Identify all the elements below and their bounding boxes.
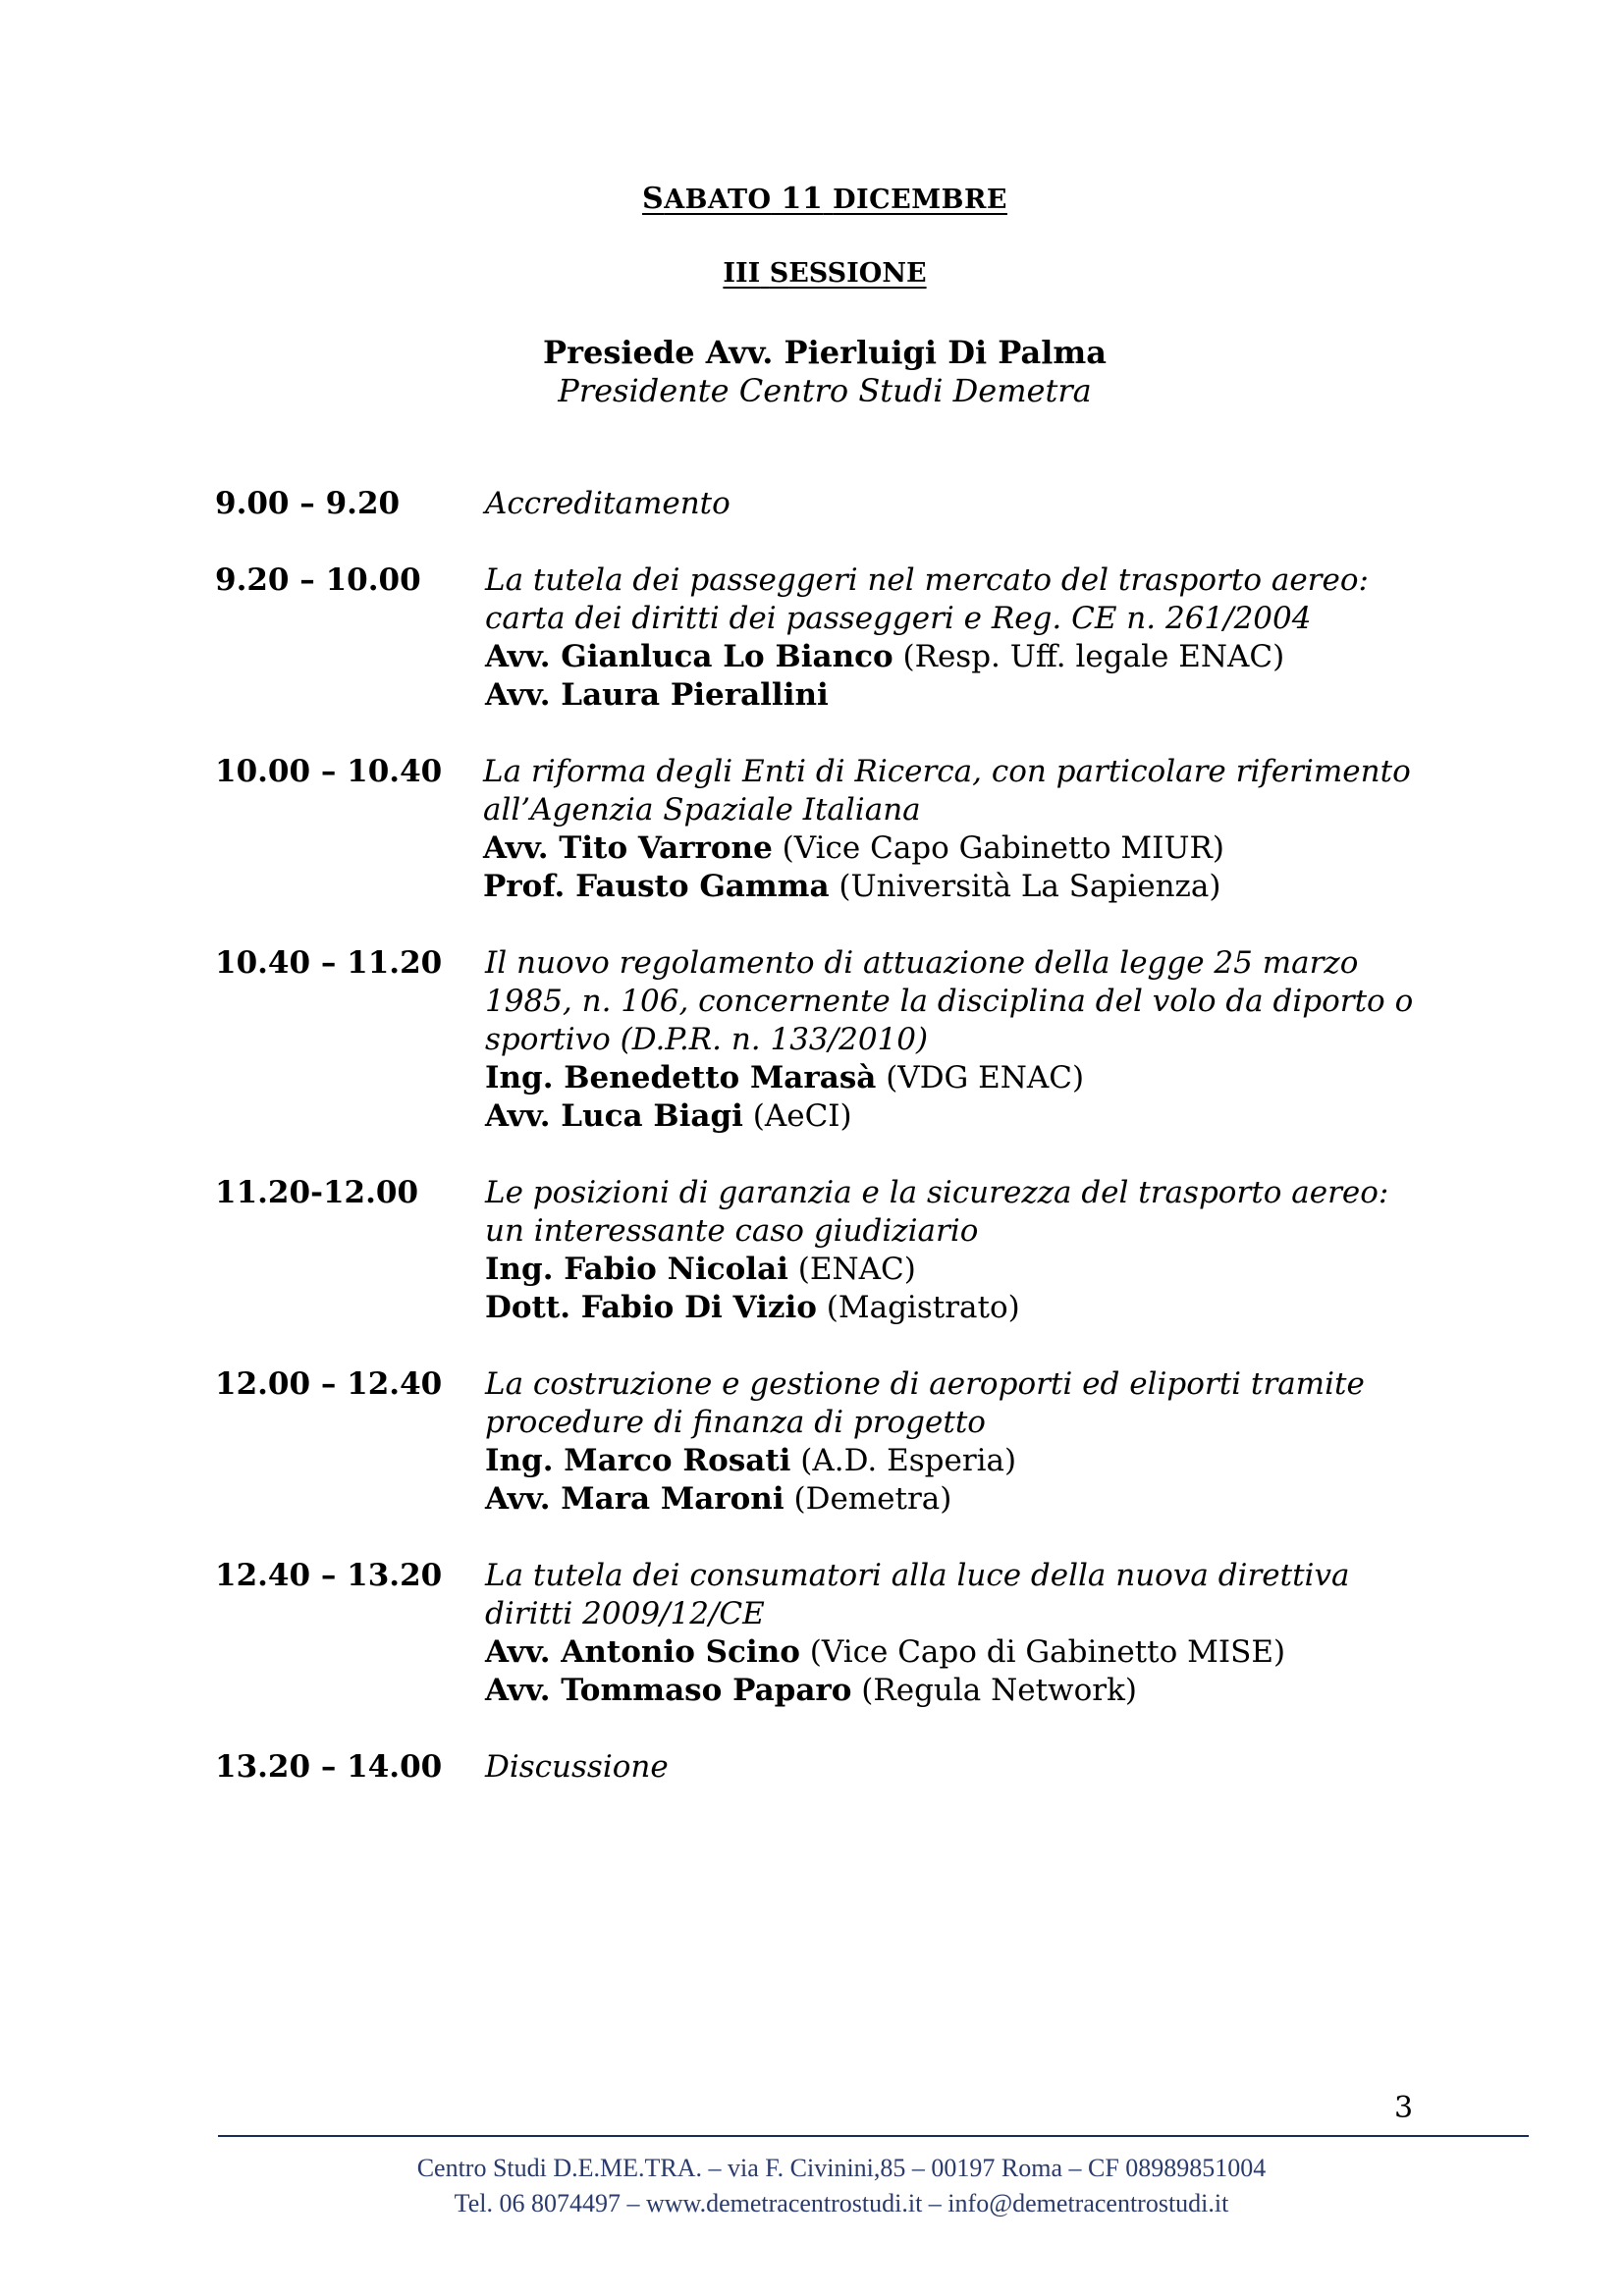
speaker-name: Avv. Gianluca Lo Bianco [485, 639, 893, 674]
slot-body [485, 944, 1442, 1136]
slot-time: 9.20 – 10.00 [215, 562, 421, 598]
slot-title-line: carta dei diritti dei passeggeri e Reg. CE n. 261/2004 [485, 601, 1312, 636]
speaker-name: Dott. Fabio Di Vizio [485, 1290, 817, 1325]
speaker-name: Avv. Luca Biagi [485, 1098, 743, 1134]
day-heading [0, 182, 1623, 216]
speaker-role: (Università La Sapienza) [829, 869, 1221, 904]
slot-title-line: La tutela dei passeggeri nel mercato del trasporto aereo: [485, 562, 1369, 598]
speaker-role: (Vice Capo di Gabinetto MISE) [799, 1634, 1286, 1670]
slot-title-line: procedure di finanza di progetto [485, 1405, 986, 1440]
speaker [485, 638, 1442, 676]
speaker [485, 1480, 1442, 1519]
speaker-name: Ing. Fabio Nicolai [485, 1252, 788, 1287]
slot-time: 10.00 – 10.40 [215, 754, 443, 789]
speaker-name: Prof. Fausto Gamma [483, 869, 830, 904]
day-heading-number: 11 [781, 182, 824, 216]
speaker-role: (Magistrato) [816, 1290, 1020, 1325]
schedule-slot [215, 1557, 1442, 1710]
speaker-role: (Resp. Uff. legale ENAC) [893, 639, 1285, 674]
slot-body [485, 561, 1442, 715]
schedule-slot [215, 561, 1442, 715]
session-heading-rest: ESSIONE [788, 258, 927, 289]
schedule-slot [215, 753, 1442, 906]
speaker-role: (Regula Network) [851, 1673, 1137, 1708]
speaker-role: (Vice Capo Gabinetto MIUR) [772, 830, 1224, 866]
slot-body [485, 1365, 1442, 1519]
slot-body [485, 485, 1442, 523]
speaker-role: (A.D. Esperia) [790, 1443, 1017, 1478]
slot-title-line: un interessante caso giudiziario [485, 1213, 979, 1249]
speaker [485, 1442, 1442, 1480]
day-heading-initial: S [642, 182, 665, 216]
slot-time: 12.40 – 13.20 [215, 1558, 443, 1593]
schedule-slot [215, 1174, 1442, 1327]
session-heading-roman: III [723, 258, 761, 289]
slot-title-line: La costruzione e gestione di aeroporti ed eliporti tramite [485, 1366, 1365, 1402]
slot-time: 11.20-12.00 [215, 1175, 419, 1210]
slot-body [483, 753, 1442, 906]
speaker [485, 1289, 1442, 1327]
speaker-role: (AeCI) [742, 1098, 852, 1134]
speaker [485, 1672, 1442, 1710]
slot-body [485, 1748, 1442, 1787]
session-heading-initial: S [769, 258, 789, 289]
speaker [485, 1251, 1442, 1289]
slot-title-line: diritti 2009/12/CE [485, 1596, 765, 1631]
session-heading [0, 258, 1623, 289]
slot-title-line: 1985, n. 106, concernente la disciplina del volo da diporto o [485, 984, 1414, 1019]
slot-body [485, 1174, 1442, 1327]
schedule [215, 485, 1442, 1825]
day-heading-rest: ABATO [664, 185, 772, 215]
speaker-name: Avv. Antonio Scino [485, 1634, 800, 1670]
slot-time: 13.20 – 14.00 [215, 1749, 443, 1785]
speaker-name: Avv. Tommaso Paparo [485, 1673, 852, 1708]
speaker-name: Ing. Marco Rosati [485, 1443, 791, 1478]
slot-time: 10.40 – 11.20 [215, 945, 443, 981]
slot-title-line: Le posizioni di garanzia e la sicurezza del trasporto aereo: [485, 1175, 1389, 1210]
slot-title-line: La tutela dei consumatori alla luce della nuova direttiva [485, 1558, 1350, 1593]
footer-contacts: Tel. 06 8074497 – www.demetracentrostudi.it – info@demetracentrostudi.it [454, 2189, 1229, 2217]
slot-title-line: Discussione [485, 1749, 669, 1785]
footer [218, 2151, 1465, 2221]
slot-title-line: Accreditamento [485, 486, 730, 521]
slot-time: 9.00 – 9.20 [215, 486, 401, 521]
session-chair-role: Presidente Centro Studi Demetra [558, 372, 1092, 409]
session-chair: Presiede Avv. Pierluigi Di Palma [543, 334, 1107, 371]
speaker-role: (ENAC) [787, 1252, 916, 1287]
speaker [483, 829, 1442, 868]
footer-address: Centro Studi D.E.ME.TRA. – via F. Civinini,85 – 00197 Roma – CF 08989851004 [416, 2154, 1267, 2182]
schedule-slot [215, 1365, 1442, 1519]
speaker [485, 1097, 1442, 1136]
speaker-role: (Demetra) [784, 1481, 952, 1517]
speaker [485, 1633, 1442, 1672]
speaker-name: Avv. Laura Pierallini [485, 677, 829, 713]
slot-body [485, 1557, 1442, 1710]
speaker [483, 868, 1442, 906]
page-number: 3 [1394, 2091, 1414, 2125]
slot-title-line: La riforma degli Enti di Ricerca, con particolare riferimento [483, 754, 1411, 789]
slot-title-line: all’Agenzia Spaziale Italiana [483, 792, 921, 828]
footer-divider [218, 2135, 1529, 2137]
day-heading-month: DICEMBRE [833, 185, 1007, 215]
schedule-slot [215, 944, 1442, 1136]
speaker-name: Ing. Benedetto Marasà [485, 1060, 877, 1095]
speaker [485, 1059, 1442, 1097]
schedule-slot [215, 1748, 1442, 1787]
speaker-name: Avv. Mara Maroni [485, 1481, 784, 1517]
speaker-name: Avv. Tito Varrone [483, 830, 773, 866]
slot-title-line: sportivo (D.P.R. n. 133/2010) [485, 1022, 929, 1057]
slot-title-line: Il nuovo regolamento di attuazione della legge 25 marzo [485, 945, 1359, 981]
schedule-slot [215, 485, 1442, 523]
speaker [485, 676, 1442, 715]
speaker-role: (VDG ENAC) [876, 1060, 1085, 1095]
slot-time: 12.00 – 12.40 [215, 1366, 443, 1402]
